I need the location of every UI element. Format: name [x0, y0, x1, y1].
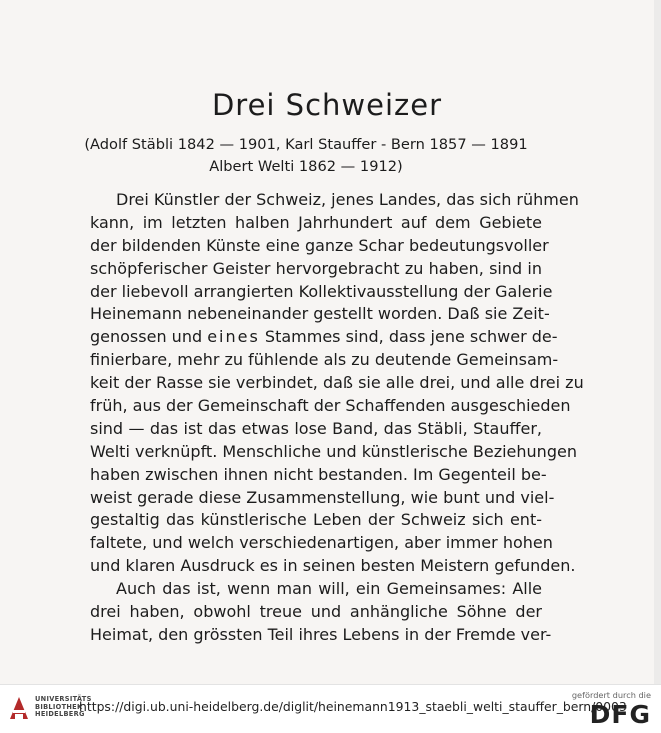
- text-line: früh, aus der Gemeinschaft der Schaffenden ausgeschieden: [90, 396, 571, 416]
- funding-note: gefördert durch die: [571, 690, 651, 700]
- footer-bar: [0, 684, 661, 733]
- text-line: Auch das ist, wenn man will, ein Gemeinsames: Alle: [116, 579, 542, 599]
- library-name-line: BIBLIOTHEK: [35, 702, 83, 711]
- text-line: und klaren Ausdruck es in seinen besten Meistern gefunden.: [90, 556, 576, 576]
- text-line: der liebevoll arrangierten Kollektivausstellung der Galerie: [90, 281, 553, 301]
- subtitle-line-2: Albert Welti 1862 — 1912): [209, 158, 403, 175]
- text-line: weist gerade diese Zusammenstellung, wie bunt und viel-: [90, 487, 555, 507]
- text-line: Heinemann nebeneinander gestellt worden. Daß sie Zeit-: [90, 304, 550, 324]
- text-line: Welti verknüpft. Menschliche und künstlerische Beziehungen: [90, 441, 577, 461]
- text-line: Heimat, den grössten Teil ihres Lebens in der Fremde ver-: [90, 624, 552, 644]
- document-url-link[interactable]: https://digi.ub.uni-heidelberg.de/diglit/heinemann1913_staebli_welti_stauffer_bern/0003: [79, 699, 627, 714]
- text-line: sind — das ist das etwas lose Band, das Stäbli, Stauffer,: [90, 418, 542, 438]
- page-edge: [654, 0, 661, 684]
- text-line: kann, im letzten halben Jahrhundert auf dem Gebiete: [90, 212, 542, 232]
- emphasized-word: eines: [207, 327, 260, 347]
- text-line: keit der Rasse sie verbindet, daß sie alle drei, und alle drei zu: [90, 373, 584, 393]
- library-name-line: HEIDELBERG: [35, 710, 85, 719]
- text-line: [90, 326, 558, 349]
- document-title: Drei Schweizer: [211, 88, 443, 122]
- text-line: gestaltig das künstlerische Leben der Schweiz sich ent-: [90, 510, 542, 530]
- subtitle-line-1: (Adolf Stäbli 1842 — 1901, Karl Stauffer - Bern 1857 — 1891: [84, 136, 528, 153]
- text-line: Drei Künstler der Schweiz, jenes Landes, das sich rühmen: [116, 190, 579, 209]
- text-fragment: Stammes sind, dass jene schwer de-: [264, 327, 558, 347]
- text-line: haben zwischen ihnen nicht bestanden. Im Gegenteil be-: [90, 464, 547, 484]
- text-line: finierbare, mehr zu fühlende als zu deutende Gemeinsam-: [90, 350, 559, 370]
- library-logo-icon: [8, 693, 30, 723]
- text-fragment: genossen und: [90, 327, 203, 347]
- text-line: der bildenden Künste eine ganze Schar bedeutungsvoller: [90, 235, 549, 255]
- text-line: drei haben, obwohl treue und anhängliche Söhne der: [90, 602, 542, 622]
- library-name-line: UNIVERSITÄTS: [35, 695, 92, 703]
- body-text: [90, 189, 584, 647]
- text-line: schöpferischer Geister hervorgebracht zu haben, sind in: [90, 258, 542, 278]
- dfg-logo: DFG: [589, 700, 651, 729]
- text-line: faltete, und welch verschiedenartigen, aber immer hohen: [90, 533, 553, 553]
